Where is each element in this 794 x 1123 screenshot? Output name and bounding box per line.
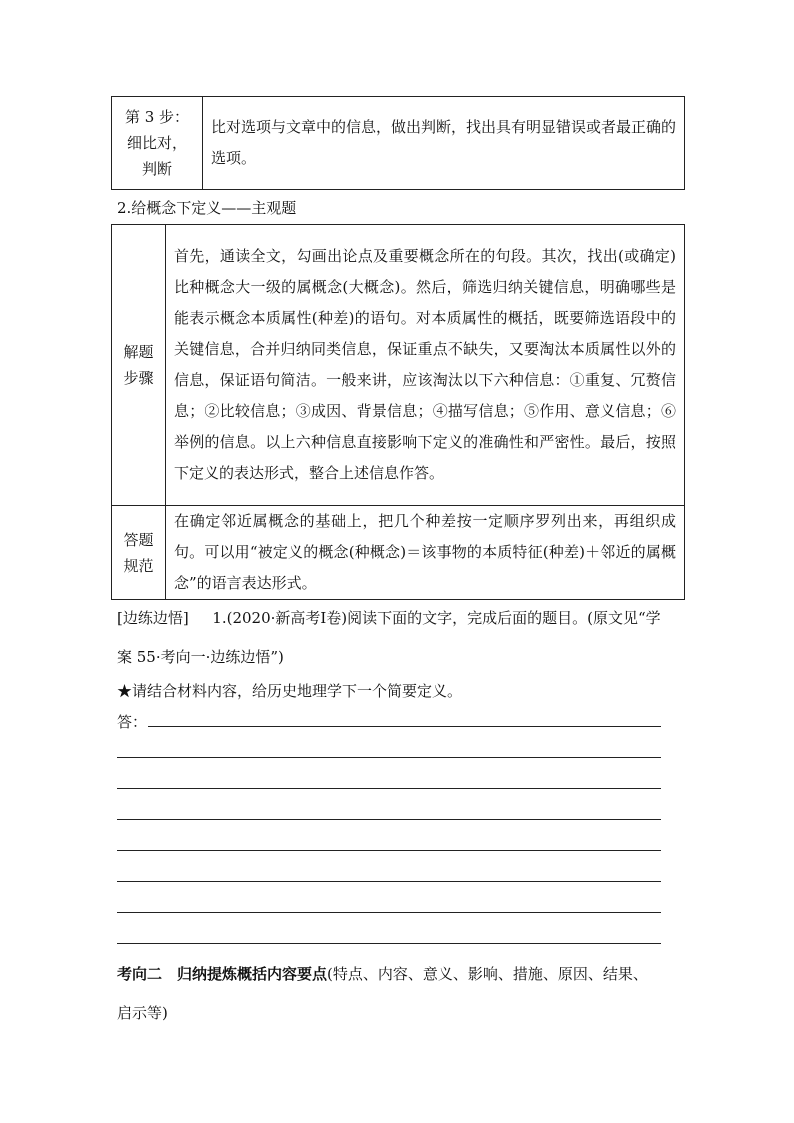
answer-line[interactable]	[117, 788, 661, 789]
definition-table	[111, 224, 685, 600]
steps-content: 首先，通读全文，勾画出论点及重要概念所在的句段。其次，找出(或确定)比种概念大一级的属概念(大概念)。然后，筛选归纳关键信息，明确哪些是能表示概念本质属性(种差)的语句。对本质属性的概括，既要筛选语段中的关键信息，合并归纳同类信息，保证重点不缺失，又要淘汰本质属性以外的信息，保证语句简洁。一般来讲，应该淘汰以下六种信息：①重复、冗赘信息；②比较信息；③成因、背景信息；④描写信息；⑤作用、意义信息；⑥举例的信息。以上六种信息直接影响下定义的准确性和严密性。最后，按照下定义的表达形式，整合上述信息作答。	[166, 225, 685, 506]
answer-line[interactable]	[117, 943, 661, 944]
exercise-line-2: 案 55·考向一·边练边悟”)	[117, 648, 284, 666]
answer-line[interactable]	[117, 850, 661, 851]
answer-line[interactable]	[117, 881, 661, 882]
answer-line[interactable]	[117, 819, 661, 820]
section-next-title: 考向二 归纳提炼概括内容要点	[117, 965, 328, 983]
answer-line[interactable]	[117, 757, 661, 758]
steps-label-line: 解题	[123, 343, 154, 361]
norms-label-line: 规范	[123, 556, 154, 575]
section-next-line-2: 启示等)	[117, 1004, 168, 1022]
steps-label-cell	[112, 225, 166, 506]
step3-label-cell	[112, 97, 203, 190]
answer-line[interactable]	[148, 726, 661, 727]
steps-label-line: 步骤	[123, 369, 154, 387]
step3-label-line: 第 3 步：	[124, 108, 190, 126]
norms-content: 在确定邻近属概念的基础上，把几个种差按一定顺序罗列出来，再组织成句。可以用“被定义的概念(种概念)＝该事物的本质特征(种差)＋邻近的属概念”的语言表达形式。	[166, 506, 685, 600]
exercise-question: ★请结合材料内容，给历史地理学下一个简要定义。	[117, 682, 463, 700]
section-next-line-1	[117, 963, 648, 984]
exercise-text-1: 1.(2020·新高考Ⅰ卷)阅读下面的文字，完成后面的题目。(原文见“学	[212, 609, 661, 627]
answer-label: 答：	[117, 713, 148, 731]
step3-label-line: 细比对，	[126, 134, 187, 152]
section-next-rest: (特点、内容、意义、影响、措施、原因、结果、	[327, 965, 648, 983]
section2-title: 2.给概念下定义——主观题	[117, 199, 297, 217]
step3-content: 比对选项与文章中的信息，做出判断，找出具有明显错误或者最正确的选项。	[203, 97, 685, 190]
exercise-line-1	[117, 607, 661, 628]
exercise-tag: [边练边悟]	[117, 609, 189, 627]
norms-label-cell	[112, 506, 166, 600]
step3-table	[111, 96, 685, 190]
norms-label-line: 答题	[123, 530, 154, 549]
answer-line[interactable]	[117, 912, 661, 913]
step3-label-line: 判断	[141, 160, 172, 178]
